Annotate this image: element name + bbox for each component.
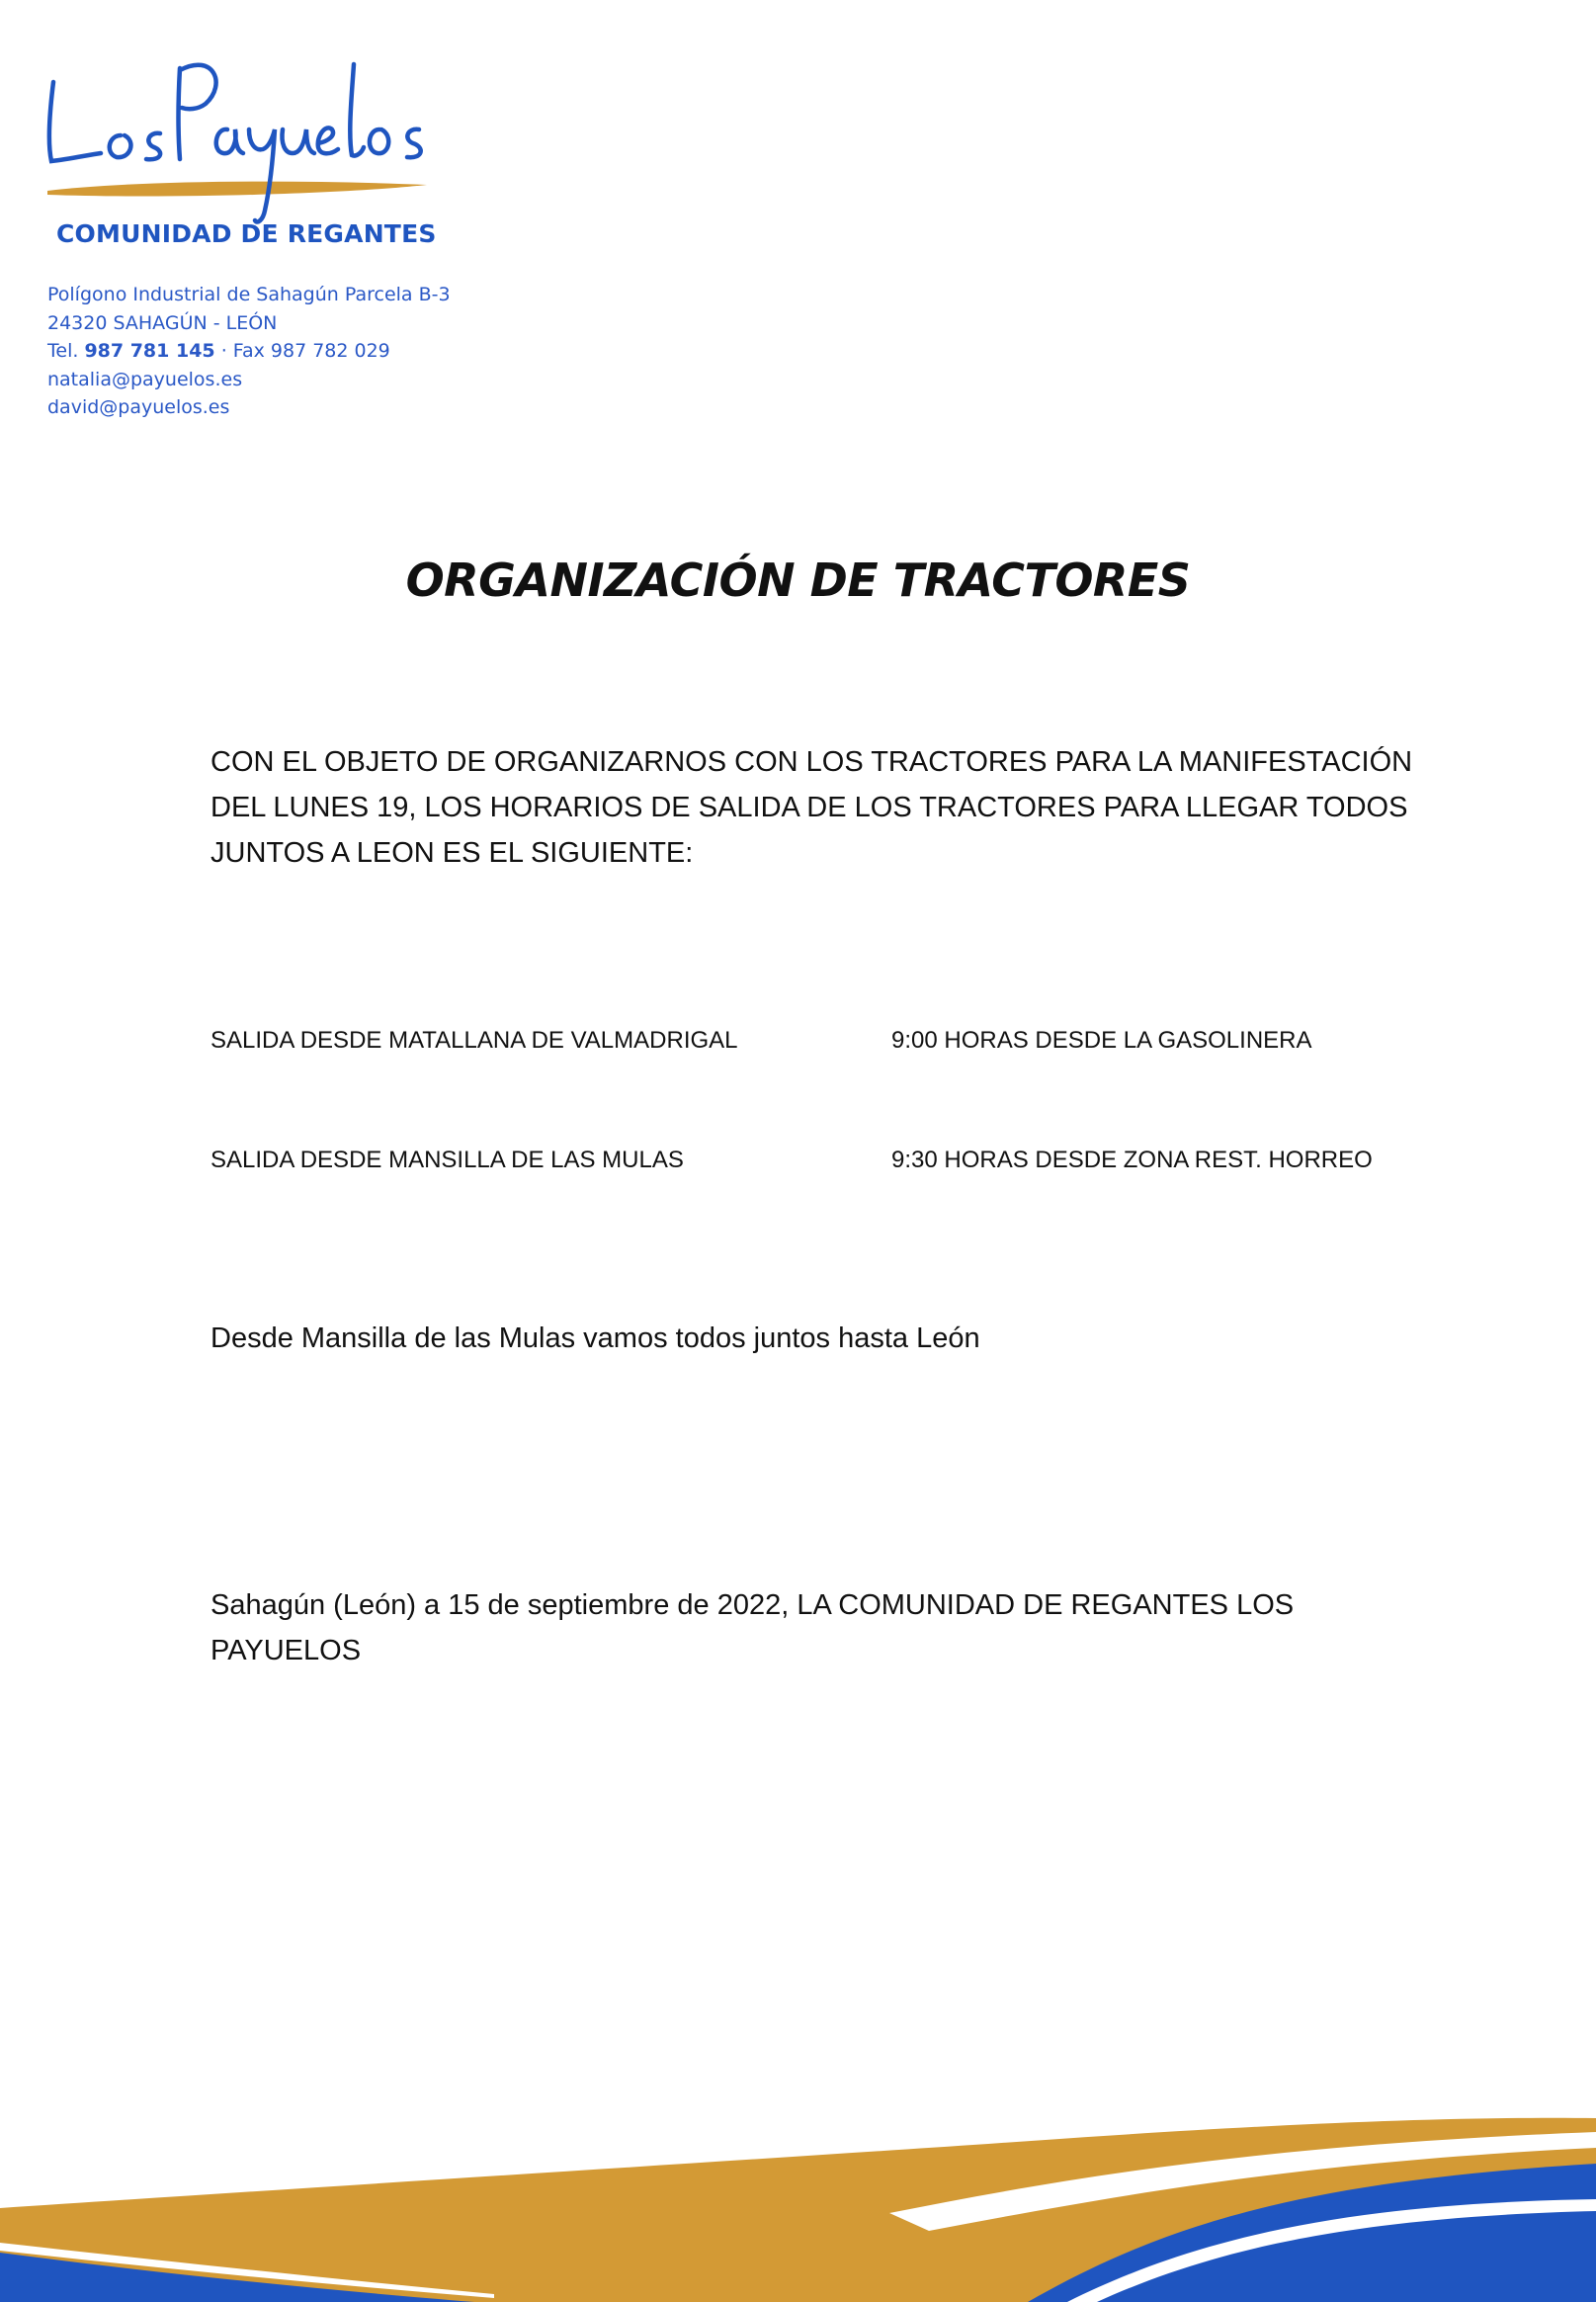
- closing-line: Sahagún (León) a 15 de septiembre de 2022, LA COMUNIDAD DE REGANTES LOS: [210, 1589, 1295, 1621]
- intro-line: DEL LUNES 19, LOS HORARIOS DE SALIDA DE LOS TRACTORES PARA LLEGAR TODOS: [210, 792, 1408, 823]
- footer-wave-decoration: [0, 2104, 1596, 2302]
- tel-number: 987 781 145: [84, 340, 215, 362]
- schedule-row: [210, 1027, 1446, 1066]
- route-note: Desde Mansilla de las Mulas vamos todos juntos hasta León: [210, 1322, 980, 1354]
- tel-label: Tel.: [47, 340, 79, 362]
- schedule-row: [210, 1147, 1446, 1186]
- los-payuelos-logo: [40, 44, 435, 242]
- org-name: COMUNIDAD DE REGANTES: [56, 219, 437, 248]
- closing-signature: [210, 1582, 1396, 1673]
- schedule-place: SALIDA DESDE MANSILLA DE LAS MULAS: [210, 1147, 684, 1173]
- fax-text: · Fax 987 782 029: [220, 340, 390, 362]
- schedule-place: SALIDA DESDE MATALLANA DE VALMADRIGAL: [210, 1027, 738, 1054]
- intro-line: CON EL OBJETO DE ORGANIZARNOS CON LOS TRACTORES PARA LA MANIFESTACIÓN: [210, 746, 1413, 778]
- email-natalia[interactable]: natalia@payuelos.es: [47, 368, 243, 390]
- address-line-2: 24320 SAHAGÚN - LEÓN: [47, 311, 278, 334]
- email-david[interactable]: david@payuelos.es: [47, 396, 230, 418]
- intro-line: JUNTOS A LEON ES EL SIGUIENTE:: [210, 837, 694, 869]
- phone-fax-line: [47, 337, 451, 366]
- contact-block: [47, 281, 451, 422]
- schedule-time: 9:00 HORAS DESDE LA GASOLINERA: [891, 1027, 1312, 1054]
- closing-line: PAYUELOS: [210, 1635, 362, 1666]
- schedule-time: 9:30 HORAS DESDE ZONA REST. HORREO: [891, 1147, 1373, 1173]
- document-title: ORGANIZACIÓN DE TRACTORES: [405, 554, 1191, 607]
- address-line-1: Polígono Industrial de Sahagún Parcela B-3: [47, 284, 451, 305]
- intro-paragraph: [210, 739, 1413, 876]
